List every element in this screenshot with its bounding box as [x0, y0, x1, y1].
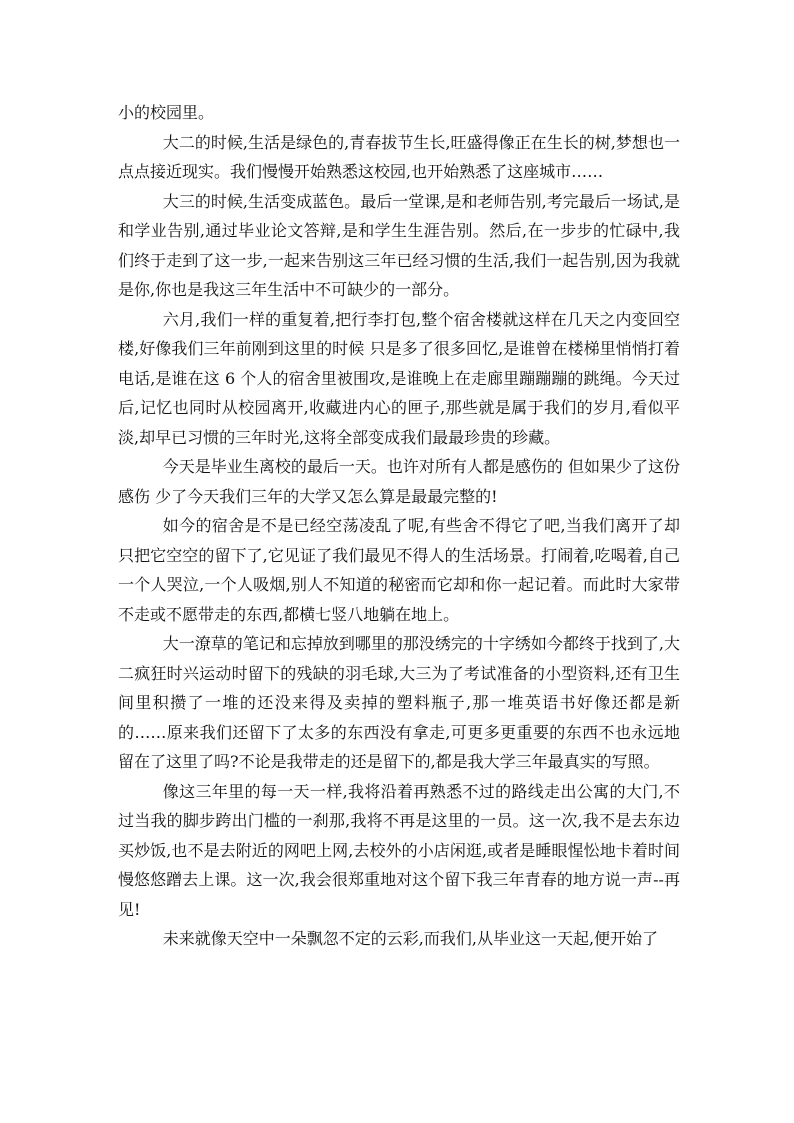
paragraph-7: 大一潦草的笔记和忘掉放到哪里的那没绣完的十字绣如今都终于找到了,大二疯狂时兴运动时留下的残缺的羽毛球,大三为了考试准备的小型资料,还有卫生间里积攒了一堆的还没来得及卖掉的塑料瓶子,那一堆英语书好像还都是新的……原来我们还留下了太多的东西没有拿走,可更多更重要的东西不也永远地留在了这里了吗?不论是我带走的还是留下的,都是我大学三年最真实的写照。 — [118, 634, 680, 771]
paragraph-3: 大三的时候,生活变成蓝色。最后一堂课,是和老师告别,考完最后一场试,是和学业告别,通过毕业论文答辩,是和学生生涯告别。然后,在一步步的忙碌中,我们终于走到了这一步,一起来告别这三年已经习惯的生活,我们一起告别,因为我就是你,你也是我这三年生活中不可缺少的一部分。 — [118, 191, 680, 299]
paragraph-2: 大二的时候,生活是绿色的,青春拔节生长,旺盛得像正在生长的树,梦想也一点点接近现实。我们慢慢开始熟悉这校园,也开始熟悉了这座城市…… — [118, 132, 680, 181]
paragraph-8: 像这三年里的每一天一样,我将沿着再熟悉不过的路线走出公寓的大门,不过当我的脚步跨出门槛的一刹那,我将不再是这里的一员。这一次,我不是去东边买炒饭,也不是去附近的网吧上网,去校外的小店闲逛,或者是睡眼惺忪地卡着时间慢悠悠蹭去上课。这一次,我会很郑重地对这个留下我三年青春的地方说一声--再见! — [118, 781, 680, 919]
paragraph-4: 六月,我们一样的重复着,把行李打包,整个宿舍楼就这样在几天之内变回空楼,好像我们三年前刚到这里的时候 只是多了很多回忆,是谁曾在楼梯里悄悄打着电话,是谁在这 6 个人的宿舍里被围攻,是谁晚上在走廊里蹦蹦蹦的跳绳。今天过后,记忆也同时从校园离开,收藏进内心的匣子,那些就是属于我们的岁月,看似平淡,却早已习惯的三年时光,这将全部变成我们最最珍贵的珍藏。 — [118, 309, 680, 447]
paragraph-5: 今天是毕业生离校的最后一天。也许对所有人都是感伤的 但如果少了这份感伤 少了今天我们三年的大学又怎么算是最最完整的! — [118, 457, 680, 506]
document-body — [118, 98, 680, 954]
paragraph-1: 小的校园里。 — [118, 103, 215, 122]
paragraph-9: 未来就像天空中一朵飘忽不定的云彩,而我们,从毕业这一天起,便开始了 — [162, 929, 659, 948]
paragraph-6: 如今的宿舍是不是已经空荡凌乱了呢,有些舍不得它了吧,当我们离开了却只把它空空的留下了,它见证了我们最见不得人的生活场景。打闹着,吃喝着,自己一个人哭泣,一个人吸烟,别人不知道的秘密而它却和你一起记着。而此时大家带不走或不愿带走的东西,都横七竖八地躺在地上。 — [118, 516, 680, 624]
